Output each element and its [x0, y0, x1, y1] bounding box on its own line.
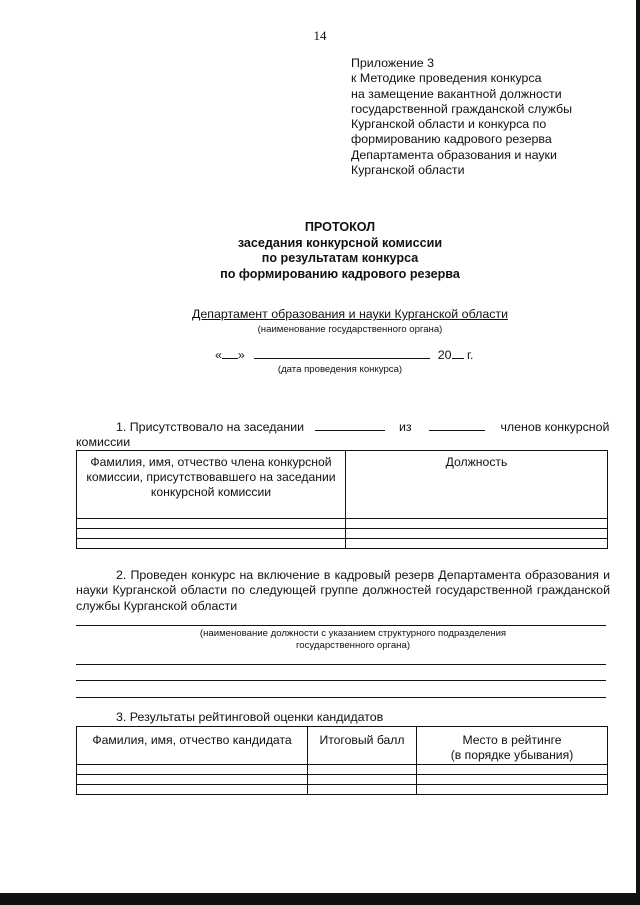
- members-col-position-header: Должность: [346, 451, 608, 519]
- section2-text: 2. Проведен конкурс на включение в кадровый резерв Департамента образования и науки Курганской области по следующей группе должностей государственной гражданской службы Курганской области: [76, 568, 610, 613]
- year-prefix: 20: [437, 348, 452, 362]
- document-title: [120, 220, 560, 282]
- section3-heading: 3. Результаты рейтинговой оценки кандидатов: [116, 710, 384, 724]
- organization-caption: (наименование государственного органа): [257, 324, 443, 335]
- fill-line: [76, 680, 606, 681]
- appendix-line: формированию кадрового резерва: [351, 132, 552, 147]
- appendix-line: государственной гражданской службы: [351, 101, 573, 116]
- present-count-blank: [315, 430, 385, 431]
- rating-col-name-header: Фамилия, имя, отчество кандидата: [77, 727, 308, 765]
- section1-part2: из: [398, 420, 412, 434]
- page-number: 14: [313, 28, 327, 43]
- appendix-header: [351, 56, 572, 178]
- year-suffix: г.: [466, 348, 474, 362]
- date-blank: [254, 358, 430, 359]
- rating-col-place-header: [417, 727, 608, 765]
- quote-open: «: [215, 348, 222, 362]
- members-col-name-header: Фамилия, имя, отчество члена конкурсной комиссии, присутствовавшего на заседании конкурсной комиссии: [77, 451, 346, 519]
- organization-name: Департамент образования и науки Курганской области: [191, 307, 509, 321]
- table-row: [77, 765, 608, 775]
- appendix-line: к Методике проведения конкурса: [351, 71, 542, 86]
- title-line: заседания конкурсной комиссии: [237, 235, 443, 250]
- caption-line: (наименование должности с указанием структурного подразделения: [199, 628, 507, 639]
- total-count-blank: [429, 430, 485, 431]
- position-group-line: [76, 625, 606, 626]
- title-line: по результатам конкурса: [261, 251, 419, 265]
- caption-line: государственного органа): [295, 640, 411, 651]
- scan-edge-right: [636, 0, 640, 905]
- date-line: [215, 348, 473, 362]
- appendix-line: Курганской области: [351, 163, 465, 178]
- section2-caption: [140, 628, 566, 652]
- section1-text: [76, 420, 610, 435]
- appendix-line: Приложение 3: [351, 56, 435, 70]
- scan-edge-bottom: [0, 893, 640, 905]
- table-row: [77, 519, 608, 529]
- table-row: [77, 785, 608, 795]
- date-caption: (дата проведения конкурса): [277, 364, 403, 375]
- place-header-line: (в порядке убывания): [450, 748, 574, 762]
- section1-part1: 1. Присутствовало на заседании: [116, 420, 305, 434]
- candidate-rating-table: [76, 726, 608, 795]
- fill-line: [76, 697, 606, 698]
- table-row: [77, 775, 608, 785]
- fill-line: [76, 664, 606, 665]
- appendix-line: на замещение вакантной должности: [351, 86, 562, 101]
- rating-col-score-header: Итоговый балл: [308, 727, 417, 765]
- table-row: [77, 529, 608, 539]
- quote-close: »: [237, 348, 245, 362]
- organization-block: [120, 307, 580, 321]
- title-line: ПРОТОКОЛ: [304, 220, 376, 234]
- title-line: по формированию кадрового резерва: [220, 266, 460, 281]
- section1-part3: членов конкурсной: [500, 420, 610, 434]
- table-row: [77, 539, 608, 549]
- commission-members-table: [76, 450, 608, 549]
- appendix-line: Курганской области и конкурса по: [351, 117, 547, 132]
- section1-part4: комиссии: [76, 435, 131, 449]
- appendix-line: Департамента образования и науки: [351, 147, 557, 162]
- place-header-line: Место в рейтинге: [462, 733, 562, 747]
